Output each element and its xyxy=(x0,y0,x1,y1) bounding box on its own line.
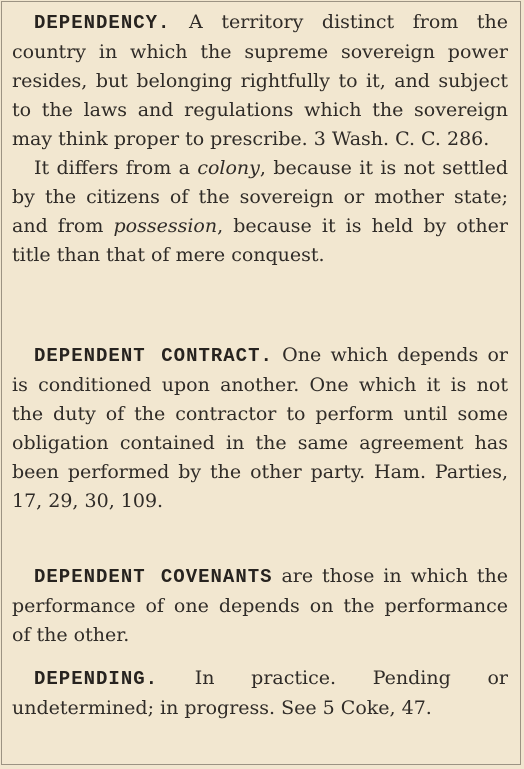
definition-text: are those in which the performance of one depends on the performance of the other. xyxy=(12,565,509,646)
italic-term: possession xyxy=(113,215,218,237)
entry-definition xyxy=(12,562,508,650)
italic-term: colony xyxy=(197,157,260,179)
entry-headword: DEPENDING. xyxy=(34,668,159,690)
entry-headword: DEPENDENCY. xyxy=(34,12,171,34)
paragraph-text: , because it is not settled by the citizens of the sovereign or mother state; and from xyxy=(12,157,508,237)
definition-text: In practice. Pending or undetermined; in progress. See 5 Coke, 47. xyxy=(12,667,508,719)
entry-definition xyxy=(12,8,508,154)
entry-paragraph xyxy=(12,154,508,270)
paragraph-text: It differs from a xyxy=(34,157,198,179)
entry-headword: DEPENDENT COVENANTS xyxy=(34,566,273,588)
entry-dependency xyxy=(12,8,508,270)
entry-depending xyxy=(12,664,508,723)
definition-text: One which depends or is conditioned upon another. One which it is not the duty of the contractor to perform until some obligation contained in the same agreement has been performed by the other party. Ham. Parties, 17, 29, 30, 109. xyxy=(12,344,509,512)
entry-dependent-covenants xyxy=(12,562,508,650)
entry-headword: DEPENDENT CONTRACT. xyxy=(34,345,273,367)
dictionary-page xyxy=(1,1,521,765)
entry-definition xyxy=(12,664,508,723)
paragraph-text: , because it is held by other title than that of mere conquest. xyxy=(12,215,508,266)
entry-dependent-contract xyxy=(12,341,508,516)
definition-text: A territory distinct from the country in which the supreme sovereign power resides, but belonging rightfully to it, and subject to the laws and regulations which the sovereign may think proper to prescribe. 3 Wash. C. C. 286. xyxy=(12,11,508,150)
entry-definition xyxy=(12,341,508,516)
